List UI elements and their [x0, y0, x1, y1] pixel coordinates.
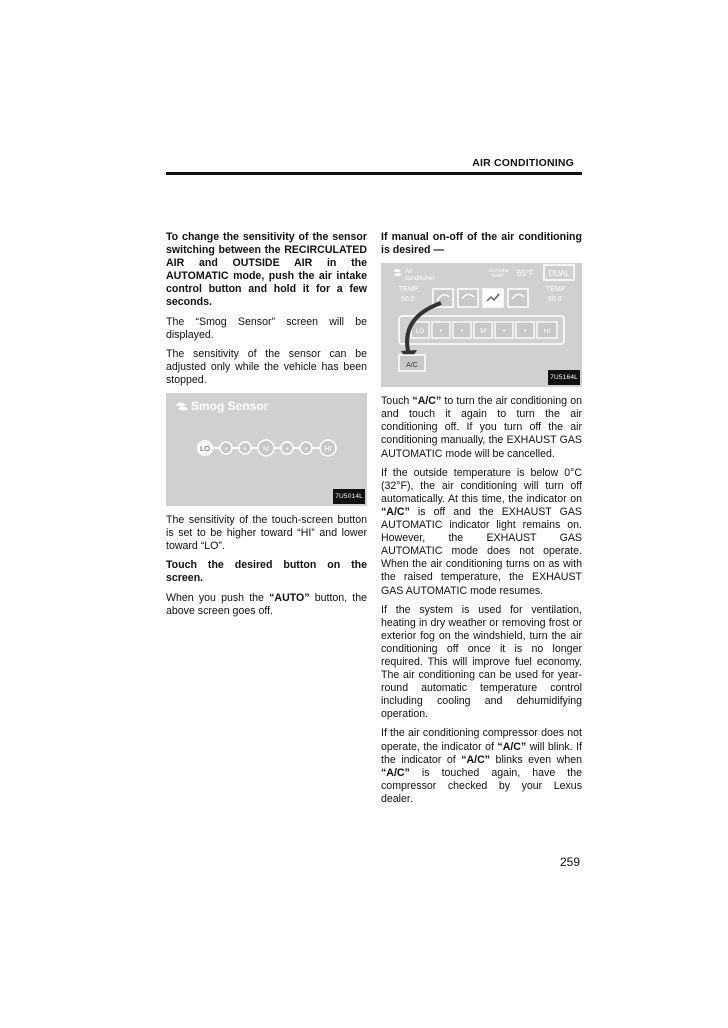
svg-text:•: •	[502, 328, 506, 336]
temp-value-passenger: 60.0	[548, 296, 562, 304]
left-para-3: The sensitivity of the touch-screen button is set to be higher toward “HI” and lower toward “LO”.	[166, 514, 367, 553]
svg-text:HI: HI	[324, 444, 332, 454]
outside-temp-value: 65°F	[517, 269, 534, 279]
air-conditioner-title: Air	[405, 269, 413, 276]
temp-value-driver: 60.0	[401, 296, 415, 304]
sensitivity-lo-button[interactable]	[197, 440, 213, 456]
right-column	[381, 231, 582, 812]
right-para-1: Touch “A/C” to turn the air conditioning on and touch it again to turn the air conditioning off. If you turn off the air conditioning manually, the EXHAUST GAS AUTOMATIC mode will be cancelled.	[381, 395, 582, 460]
svg-text:TEMP: TEMP	[491, 273, 504, 279]
temp-label-driver: TEMP	[399, 286, 419, 294]
left-para-5: When you push the “AUTO” button, the above screen goes off.	[166, 591, 367, 617]
left-para-4: Touch the desired button on the screen.	[166, 559, 367, 585]
fan-speed-6-button[interactable]	[516, 322, 534, 338]
airflow-mode-button-4[interactable]	[508, 289, 528, 307]
left-para-1: The “Smog Sensor” screen will be displayed.	[166, 315, 367, 341]
svg-text:•: •	[523, 328, 527, 336]
air-conditioner-screen	[381, 263, 582, 387]
svg-text:LO: LO	[199, 444, 211, 454]
sensitivity-level-3-button[interactable]	[239, 442, 251, 454]
smog-sensor-title: Smog Sensor	[191, 399, 269, 414]
ac-button[interactable]	[399, 355, 425, 371]
sensitivity-level-2-button[interactable]	[220, 442, 232, 454]
svg-text:conditioner: conditioner	[405, 276, 435, 283]
fan-speed-2-button[interactable]	[432, 322, 450, 338]
air-conditioner-figure	[381, 263, 582, 387]
svg-text:•: •	[285, 444, 289, 454]
left-para-2: The sensitivity of the sensor can be adjusted only while the vehicle has been stopped.	[166, 347, 367, 386]
right-para-3: If the system is used for ventilation, heating in dry weather or removing frost or exterior fog on the windshield, turn the air conditioning off once it is no longer required. This will improve fuel economy. The air conditioning can be used for year-round automatic temperature control including cooling and dehumidifying operation.	[381, 603, 582, 721]
right-heading: If manual on-off of the air conditioning is desired —	[381, 231, 582, 257]
svg-text:DUAL: DUAL	[548, 269, 570, 279]
svg-text:M: M	[262, 444, 270, 454]
sensitivity-level-6-button[interactable]	[300, 442, 312, 454]
svg-text:•: •	[243, 444, 247, 454]
sensitivity-hi-button[interactable]	[320, 440, 336, 456]
right-para-4: If the air conditioning compressor does not operate, the indicator of “A/C” will blink. If the indicator of “A/C” blinks even when “A/C” is touched again, have the compressor checked by your Lexus dealer.	[381, 727, 582, 805]
svg-text:LO: LO	[415, 328, 425, 336]
left-heading: To change the sensitivity of the sensor switching between the RECIRCULATED AIR and OUTSIDE AIR in the AUTOMATIC mode, push the air intake control button and hold it for a few seconds.	[166, 231, 367, 309]
figure-id-label: 7U5164L	[548, 370, 580, 385]
svg-text:M: M	[480, 328, 486, 336]
svg-text:•: •	[439, 328, 443, 336]
sensitivity-m-button[interactable]	[258, 440, 274, 456]
fan-speed-m-button[interactable]	[474, 322, 492, 338]
header-rule	[166, 172, 582, 175]
svg-text:•: •	[460, 328, 464, 336]
right-para-2: If the outside temperature is below 0°C (32°F), the air conditioning will turn off automatically. At this time, the indicator on “A/C” is off and the EXHAUST GAS AUTOMATIC indicator light remains on. However, the EXHAUST GAS AUTOMATIC mode does not operate. When the air conditioning turns on as with the raised temperature, the EXHAUST GAS AUTOMATIC mode resumes.	[381, 466, 582, 597]
left-column	[166, 231, 367, 624]
header-title: AIR CONDITIONING	[472, 157, 574, 169]
outside-temp-label: OUTSIDE	[489, 268, 510, 274]
svg-text:•: •	[224, 444, 228, 454]
figure-id-label: 7U5014L	[333, 489, 365, 504]
svg-text:•: •	[304, 444, 308, 454]
airflow-mode-button-2[interactable]	[458, 289, 478, 307]
fan-speed-5-button[interactable]	[495, 322, 513, 338]
smog-sensor-figure	[166, 393, 367, 506]
svg-text:HI: HI	[543, 328, 551, 336]
page-number: 259	[559, 855, 580, 869]
fan-speed-hi-button[interactable]	[537, 322, 557, 338]
airflow-mode-button-3[interactable]	[483, 289, 503, 307]
svg-text:A/C: A/C	[406, 362, 418, 370]
temp-label-passenger: TEMP	[546, 286, 566, 294]
fan-speed-3-button[interactable]	[453, 322, 471, 338]
sensitivity-level-5-button[interactable]	[281, 442, 293, 454]
